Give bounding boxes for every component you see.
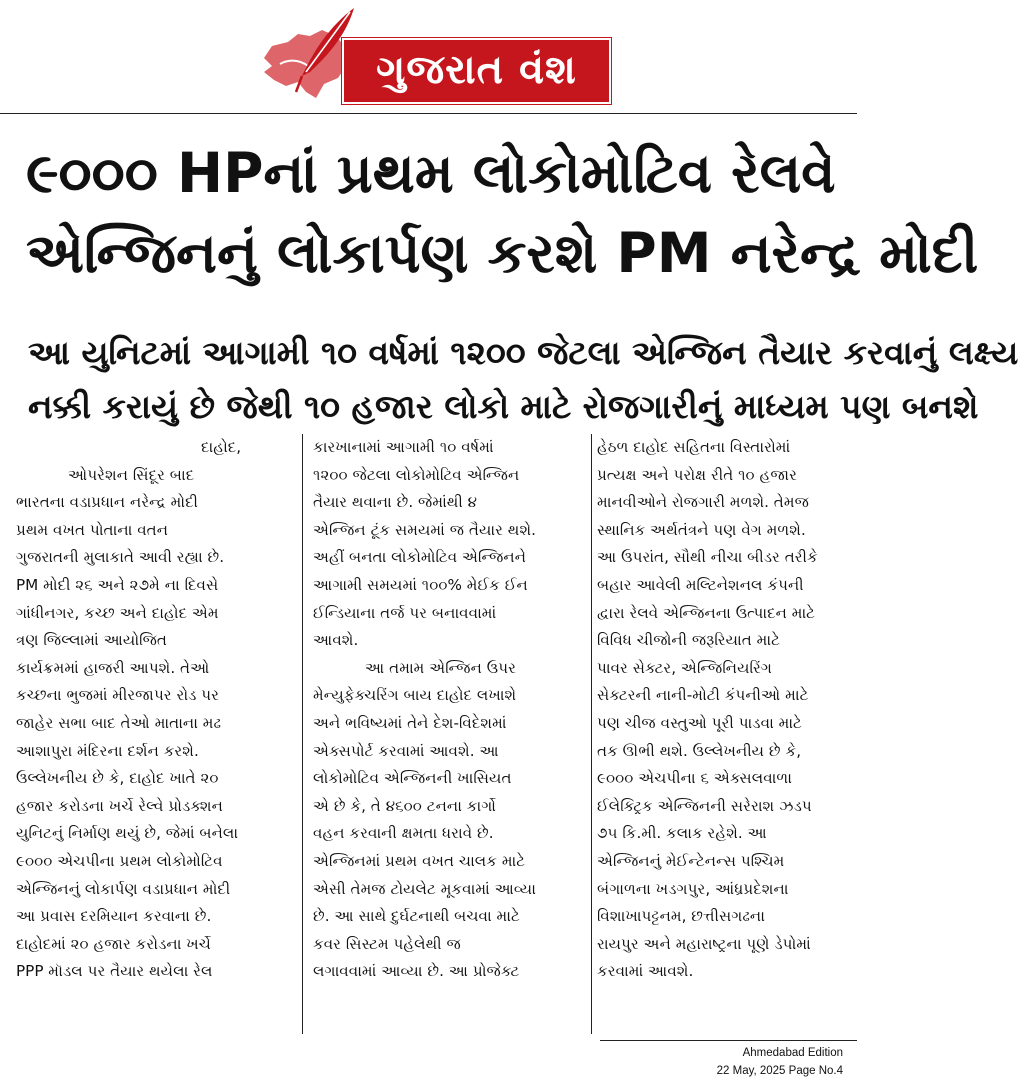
paragraph-line: બંગાળના ખડગપુર, આંધ્રપ્રદેશના — [597, 879, 789, 898]
article-column-1 — [16, 434, 288, 986]
column-divider — [302, 434, 303, 1034]
paragraph-line: એસી તેમજ ટોયલેટ મૂકવામાં આવ્યા — [313, 879, 536, 898]
paragraph-line: ૯૦૦૦ એચપીના ૬ એક્સલવાળા — [597, 769, 792, 788]
paragraph-line: આ ઉપરાંત, સૌથી નીચા બીડર તરીકે — [597, 548, 818, 567]
paragraph-line: રાયપુર અને મહારાષ્ટ્રના પૂણે ડેપોમાં — [597, 934, 811, 953]
paragraph-line: કાર્યક્રમમાં હાજરી આપશે. તેઓ — [16, 658, 210, 677]
paragraph-line: માનવીઓને રોજગારી મળશે. તેમજ — [597, 493, 809, 512]
paragraph-line: આ તમામ એન્જિન ઉપર — [365, 658, 516, 677]
dateline: દાહોદ, — [201, 438, 242, 456]
edition-date-page: 22 May, 2025 Page No.4 — [716, 1065, 843, 1077]
paragraph-line: ભારતના વડાપ્રધાન નરેન્દ્ર મોદી — [16, 493, 198, 512]
paragraph-line: ૧૨૦૦ જેટલા લોકોમોટિવ એન્જિન — [313, 465, 520, 484]
paragraph-line: સ્થાનિક અર્થતંત્રને પણ વેગ મળશે. — [597, 520, 806, 539]
paragraph-line: ગાંધીનગર, કચ્છ અને દાહોદ એમ — [16, 603, 219, 622]
paragraph-line: એન્જિન ટૂંક સમયમાં જ તૈયાર થશે. — [313, 520, 536, 539]
paragraph-line: ઈન્ડિયાના તર્જ પર બનાવવામાં — [313, 603, 497, 622]
article-column-2 — [313, 434, 587, 986]
paragraph-line: ૭૫ કિ.મી. કલાક રહેશે. આ — [597, 824, 767, 843]
paragraph-line: એન્જિનનું લોકાર્પણ વડાપ્રધાન મોદી — [16, 879, 231, 898]
article-column-3 — [597, 434, 852, 986]
paragraph-line: લગાવવામાં આવ્યા છે. આ પ્રોજેક્ટ — [313, 962, 520, 981]
paragraph-line: દ્વારા રેલવે એન્જિનના ઉત્પાદન માટે — [597, 603, 816, 622]
masthead-divider — [0, 113, 857, 114]
masthead-title: ગુજરાત વંશ — [376, 46, 577, 93]
paragraph-line: દાહોદમાં ૨૦ હજાર કરોડના ખર્ચે — [16, 934, 211, 953]
paragraph-line: ૯૦૦૦ એચપીના પ્રથમ લોકોમોટિવ — [16, 851, 223, 870]
paragraph-line: PPP મૉડલ પર તૈયાર થયેલા રેલ — [16, 962, 213, 981]
masthead-logo — [250, 6, 610, 102]
paragraph-line: PM મોદી ૨૬ અને ૨૭મે ના દિવસે — [16, 575, 219, 594]
footer-divider — [600, 1040, 857, 1041]
paragraph-line: વહન કરવાની ક્ષમતા ધરાવે છે. — [313, 824, 494, 843]
paragraph-line: ઈલેક્ટ્રિક એન્જિનની સરેરાશ ઝડપ — [597, 796, 812, 815]
paragraph-line: છે. આ સાથે દુર્ઘટનાથી બચવા માટે — [313, 907, 520, 926]
paragraph-line: તૈયાર થવાના છે. જેમાંથી ૪ — [313, 493, 478, 512]
edition-name: Ahmedabad Edition — [742, 1047, 843, 1059]
paragraph-line: આગામી સમયમાં ૧૦૦% મેઈક ઈન — [313, 575, 528, 594]
paragraph-line: એ છે કે, તે ૪૬૦૦ ટનના કાર્ગો — [313, 796, 496, 815]
paragraph-line: તક ઊભી થશે. ઉલ્લેખનીય છે કે, — [597, 741, 802, 760]
subheadline-line-1: આ યુનિટમાં આગામી ૧૦ વર્ષમાં ૧૨૦૦ જેટલા એન્જિન તૈયાર કરવાનું લક્ષ્ય — [28, 333, 1018, 372]
paragraph-line: કરવામાં આવશે. — [597, 962, 694, 981]
paragraph-line: આ પ્રવાસ દરમિયાન કરવાના છે. — [16, 907, 212, 926]
paragraph-line: એક્સપોર્ટ કરવામાં આવશે. આ — [313, 741, 499, 760]
paragraph-line: અહીં બનતા લોકોમોટિવ એન્જિનને — [313, 548, 527, 567]
paragraph-line: સેક્ટરની નાની-મોટી કંપનીઓ માટે — [597, 686, 809, 705]
paragraph-line: ઓપરેશન સિંદૂર બાદ — [68, 465, 195, 484]
paragraph-line: આવશે. — [313, 631, 359, 650]
paragraph-line: વિશાખાપટ્ટનમ, છત્તીસગઢના — [597, 907, 765, 926]
paragraph-line: હજાર કરોડના ખર્ચે રેલ્વે પ્રોડક્શન — [16, 796, 223, 815]
subheadline-line-2: નક્કી કરાયું છે જેથી ૧૦ હજાર લોકો માટે રોજગારીનું માધ્યમ પણ બનશે — [28, 387, 979, 426]
headline-line-1: ૯૦૦૦ HPનાં પ્રથમ લોકોમોટિવ રેલવે — [26, 141, 836, 205]
paragraph-line: વિવિધ ચીજોની જરૂરિયાત માટે — [597, 631, 780, 650]
paragraph-line: કચ્છના ભુજમાં મીરજાપર રોડ પર — [16, 686, 220, 705]
paragraph-line: એન્જિનનું મેઈન્ટેનન્સ પશ્ચિમ — [597, 851, 785, 870]
paragraph-line: અને ભવિષ્યમાં તેને દેશ-વિદેશમાં — [313, 713, 507, 732]
paragraph-line: પણ ચીજ વસ્તુઓ પૂરી પાડવા માટે — [597, 713, 802, 732]
paragraph-line: યુનિટનું નિર્માણ થયું છે, જેમાં બનેલા — [16, 824, 239, 843]
masthead-nameplate — [342, 38, 611, 104]
paragraph-line: હેઠળ દાહોદ સહિતના વિસ્તારોમાં — [597, 438, 791, 456]
paragraph-line: આશાપુરા મંદિરના દર્શન કરશે. — [16, 741, 199, 760]
paragraph-line: એન્જિનમાં પ્રથમ વખત ચાલક માટે — [313, 851, 526, 870]
paragraph-line: મેન્યુફેક્ચરિંગ બાય દાહોદ લખાશે — [313, 686, 517, 705]
paragraph-line: ઉલ્લેખનીય છે કે, દાહોદ ખાતે ૨૦ — [16, 769, 219, 788]
paragraph-line: કારખાનામાં આગામી ૧૦ વર્ષમાં — [313, 438, 494, 456]
paragraph-line: બહાર આવેલી મલ્ટિનેશનલ કંપની — [597, 575, 804, 594]
paragraph-line: ગુજરાતની મુલાકાતે આવી રહ્યા છે. — [16, 548, 225, 567]
paragraph-line: પાવર સેક્ટર, એન્જિનિયરિંગ — [597, 658, 772, 677]
headline-line-2: એન્જિનનું લોકાર્પણ કરશે PM નરેન્દ્ર મોદી — [26, 221, 979, 285]
column-divider — [591, 434, 592, 1034]
paragraph-line: કવર સિસ્ટમ પહેલેથી જ — [313, 934, 461, 953]
paragraph-line: જાહેર સભા બાદ તેઓ માતાના મઢ — [16, 713, 222, 732]
paragraph-line: ત્રણ જિલ્લામાં આયોજિત — [16, 631, 168, 650]
paragraph-line: લોકોમોટિવ એન્જિનની ખાસિયત — [313, 769, 512, 788]
paragraph-line: પ્રથમ વખત પોતાના વતન — [16, 520, 169, 539]
paragraph-line: પ્રત્યક્ષ અને પરોક્ષ રીતે ૧૦ હજાર — [597, 465, 797, 484]
